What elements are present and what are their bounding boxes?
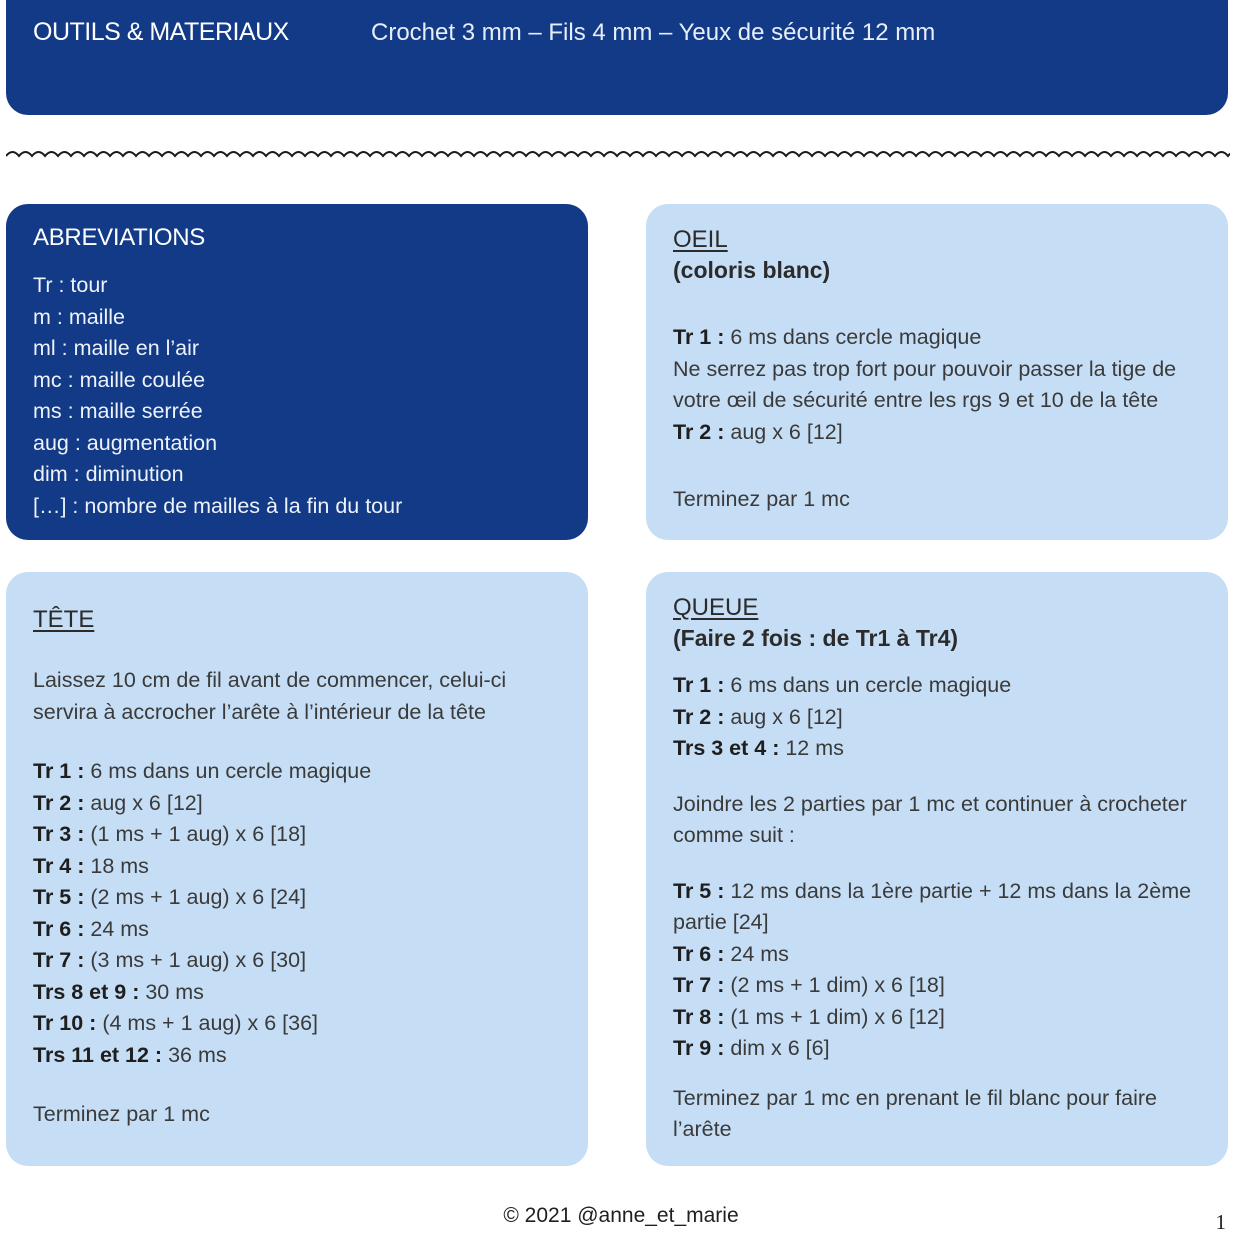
round-label: Tr 8 : [673, 1004, 725, 1029]
round-row [673, 733, 1201, 765]
tail-finish: Terminez par 1 mc en prenant le fil blanc pour faire l’arête [673, 1085, 1157, 1141]
head-title: TÊTE [33, 606, 95, 633]
tail-subtitle: (Faire 2 fois : de Tr1 à Tr4) [673, 625, 959, 651]
round-row [33, 1040, 561, 1072]
eye-title: OEIL [673, 226, 728, 253]
tail-rounds-first [673, 670, 1201, 765]
round-label: Trs 3 et 4 : [673, 736, 780, 760]
round-label: Tr 9 : [673, 1036, 725, 1060]
abbreviations-title: ABREVIATIONS [33, 224, 205, 251]
list-item: ms : maille serrée [33, 399, 203, 423]
materials-list: Crochet 3 mm – Fils 4 mm – Yeux de sécurité 12 mm [371, 19, 936, 46]
copyright: © 2021 @anne_et_marie [503, 1204, 739, 1227]
list-item: aug : augmentation [33, 430, 218, 455]
eye-subtitle: (coloris blanc) [673, 257, 831, 283]
list-item: dim : diminution [33, 462, 184, 486]
page-number: 1 [1215, 1210, 1226, 1234]
round-row [33, 788, 561, 820]
round-row [33, 851, 561, 883]
round-row [33, 819, 561, 851]
round-row [673, 1002, 1201, 1034]
round-text: 12 ms [779, 736, 844, 760]
round-label: Tr 7 : [673, 973, 725, 997]
round-label: Tr 3 : [33, 822, 85, 846]
round-row [673, 970, 1201, 1002]
round-label: Tr 5 : [33, 885, 85, 909]
eye-note: Ne serrez pas trop fort pour pouvoir passer la tige de votre œil de sécurité entre les rgs 9 et 10 de la tête [673, 356, 1177, 412]
round-label: Tr 6 : [33, 916, 85, 941]
round-text: 6 ms dans un cercle magique [724, 673, 1012, 697]
round-text: 30 ms [139, 979, 204, 1004]
round-label: Tr 4 : [33, 853, 85, 878]
round-text: (2 ms + 1 dim) x 6 [18] [724, 973, 945, 997]
materials-header [6, 0, 1228, 115]
round-row [33, 1008, 561, 1040]
round-row [33, 945, 561, 977]
round-label: Tr 1 : [673, 325, 725, 349]
head-intro: Laissez 10 cm de fil avant de commencer, celui-ci servira à accrocher l’arête à l’intérieur de la tête [33, 668, 507, 724]
round-label: Tr 2 : [33, 790, 85, 815]
tail-title: QUEUE [673, 594, 759, 621]
round-label: Tr 5 : [673, 878, 725, 903]
round-row [673, 939, 1201, 971]
round-label: Tr 2 : [673, 704, 725, 729]
head-finish: Terminez par 1 mc [33, 1102, 210, 1126]
round-text: aug x 6 [12] [724, 419, 843, 444]
round-text: (1 ms + 1 aug) x 6 [18] [84, 822, 307, 846]
list-item: Tr : tour [33, 273, 108, 297]
round-label: Tr 6 : [673, 941, 725, 966]
round-text: 18 ms [84, 853, 149, 878]
round-row [33, 977, 561, 1009]
tail-card [646, 572, 1228, 1166]
round-label: Tr 7 : [33, 948, 85, 972]
round-text: (2 ms + 1 aug) x 6 [24] [84, 885, 307, 909]
round-label: Tr 2 : [673, 419, 725, 444]
round-row [33, 756, 561, 788]
round-text: 6 ms dans cercle magique [724, 325, 982, 349]
round-text: aug x 6 [12] [84, 790, 203, 815]
wave-divider [6, 146, 1230, 166]
abbreviations-card [6, 204, 588, 540]
round-row [673, 1033, 1201, 1065]
list-item: m : maille [33, 304, 125, 329]
round-text: (4 ms + 1 aug) x 6 [36] [96, 1011, 319, 1035]
round-row [673, 322, 1201, 354]
round-text: 6 ms dans un cercle magique [84, 759, 372, 783]
eye-finish: Terminez par 1 mc [673, 487, 850, 511]
round-row [673, 876, 1201, 939]
tail-join-note: Joindre les 2 parties par 1 mc et continuer à crocheter comme suit : [673, 791, 1187, 847]
list-item: […] : nombre de mailles à la fin du tour [33, 493, 403, 518]
round-row [33, 914, 561, 946]
round-label: Trs 8 et 9 : [33, 979, 140, 1004]
materials-title: OUTILS & MATERIAUX [33, 18, 289, 46]
head-card [6, 572, 588, 1166]
round-label: Trs 11 et 12 : [33, 1042, 163, 1067]
round-row [673, 670, 1201, 702]
round-text: aug x 6 [12] [724, 704, 843, 729]
round-text: (1 ms + 1 dim) x 6 [12] [724, 1004, 945, 1029]
round-text: 24 ms [724, 941, 789, 966]
round-label: Tr 10 : [33, 1011, 97, 1035]
round-text: 12 ms dans la 1ère partie + 12 ms dans la 2ème partie [24] [673, 878, 1192, 934]
round-row [33, 882, 561, 914]
round-label: Tr 1 : [33, 759, 85, 783]
tail-rounds-second [673, 876, 1201, 1065]
round-text: (3 ms + 1 aug) x 6 [30] [84, 948, 307, 972]
round-row [673, 417, 1201, 449]
list-item: ml : maille en l’air [33, 336, 200, 360]
round-label: Tr 1 : [673, 673, 725, 697]
round-text: dim x 6 [6] [724, 1036, 830, 1060]
head-rounds [33, 756, 561, 1071]
abbreviations-list [33, 270, 561, 522]
round-row [673, 702, 1201, 734]
round-text: 36 ms [162, 1042, 227, 1067]
eye-card [646, 204, 1228, 540]
round-text: 24 ms [84, 916, 149, 941]
list-item: mc : maille coulée [33, 367, 206, 392]
